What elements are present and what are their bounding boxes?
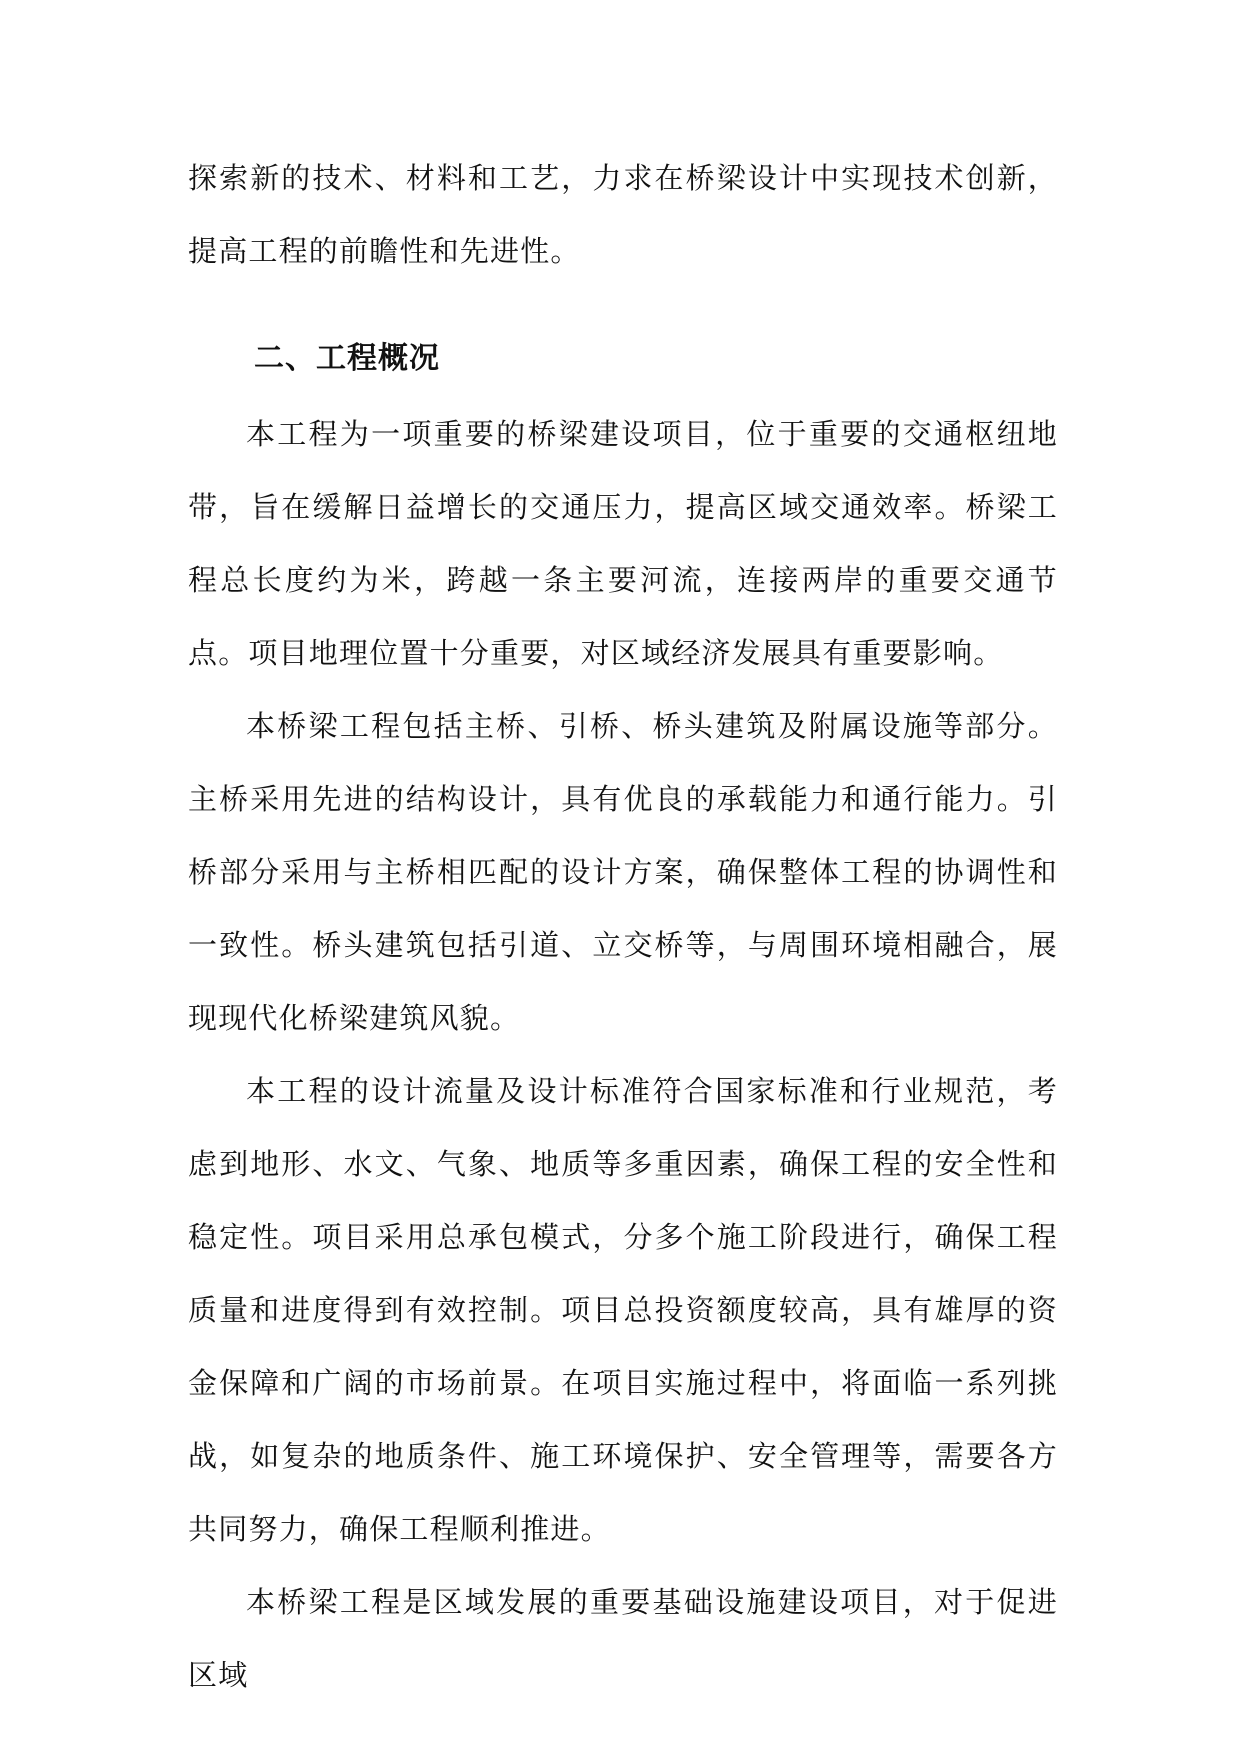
body-paragraph: 本工程的设计流量及设计标准符合国家标准和行业规范，考虑到地形、水文、气象、地质等多重因素，确保工程的安全性和稳定性。项目采用总承包模式，分多个施工阶段进行，确保工程质量和进度得到有效控制。项目总投资额度较高，具有雄厚的资金保障和广阔的市场前景。在项目实施过程中，将面临一系列挑战，如复杂的地质条件、施工环境保护、安全管理等，需要各方共同努力，确保工程顺利推进。 <box>188 1074 1058 1546</box>
intro-paragraph: 探索新的技术、材料和工艺，力求在桥梁设计中实现技术创新，提高工程的前瞻性和先进性。 <box>188 161 1058 268</box>
body-paragraph: 本工程为一项重要的桥梁建设项目，位于重要的交通枢纽地带，旨在缓解日益增长的交通压力，提高区域交通效率。桥梁工程总长度约为米，跨越一条主要河流，连接两岸的重要交通节点。项目地理位置十分重要，对区域经济发展具有重要影响。 <box>188 417 1058 670</box>
section-heading: 二、工程概况 <box>254 341 440 376</box>
body-paragraph: 本桥梁工程包括主桥、引桥、桥头建筑及附属设施等部分。主桥采用先进的结构设计，具有优良的承载能力和通行能力。引桥部分采用与主桥相匹配的设计方案，确保整体工程的协调性和一致性。桥头建筑包括引道、立交桥等，与周围环境相融合，展现现代化桥梁建筑风貌。 <box>188 709 1058 1035</box>
body-paragraph: 本桥梁工程是区域发展的重要基础设施建设项目，对于促进区域 <box>188 1585 1058 1692</box>
document-body <box>188 142 1058 1712</box>
